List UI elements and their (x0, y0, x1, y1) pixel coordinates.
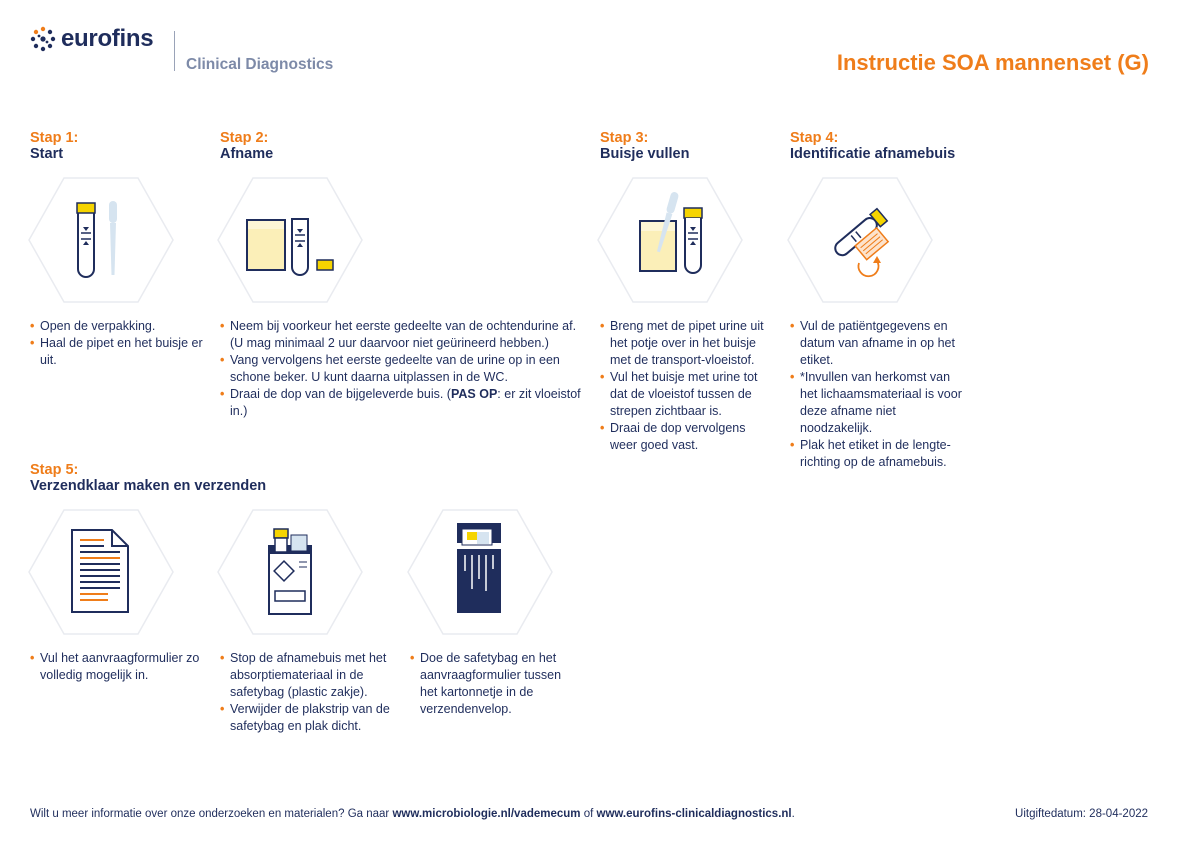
label-tube-icon (787, 177, 933, 303)
step-5c-bullets (410, 650, 580, 718)
brand-name: eurofins (61, 25, 154, 52)
page-title: Instructie SOA mannenset (G) (836, 50, 1149, 75)
envelope-icon (407, 509, 553, 635)
issue-date: Uitgiftedatum: 28-04-2022 (1015, 808, 1148, 820)
step-3-bullets (600, 318, 770, 454)
cup-tube-cap-icon (217, 177, 363, 303)
step-4-title: Stap 4: Identificatie afnamebuis (790, 130, 956, 162)
step-1-bullets (30, 318, 210, 369)
list-item: • Vul de patiëntgegevens en datum van afname in op het etiket. (790, 318, 965, 369)
fill-tube-icon (597, 177, 743, 303)
step-5-title: Stap 5: Verzendklaar maken en verzenden (30, 462, 267, 494)
step-4-bullets (790, 318, 965, 471)
list-item: • Open de verpakking. (30, 318, 210, 335)
list-item: • Haal de pipet en het buisje er uit. (30, 335, 210, 369)
list-item: • Breng met de pipet urine uit het potje over in het buisje met de transport-vloeistof. (600, 318, 770, 369)
list-item: • Vul het buisje met urine tot dat de vloeistof tussen de strepen zichtbaar is. (600, 369, 770, 420)
step-5b-bullets (220, 650, 400, 735)
step-2-bullets (220, 318, 585, 420)
list-item: • Vang vervolgens het eerste gedeelte van de urine op in een schone beker. U kunt daarna uitplassen in de WC. (220, 352, 585, 386)
list-item: • *Invullen van herkomst van het lichaamsmateriaal is voor deze afname niet noodzakelijk. (790, 369, 965, 437)
list-item: • Neem bij voorkeur het eerste gedeelte van de ochtendurine af. (U mag minimaal 2 uur daarvoor niet geürineerd hebben.) (220, 318, 585, 352)
list-item: • Doe de safetybag en het aanvraagformulier tussen het kartonnetje in de verzendenvelop. (410, 650, 580, 718)
safetybag-icon (217, 509, 363, 635)
list-item: • Draai de dop van de bijgeleverde buis. (PAS OP: er zit vloeistof in.) (220, 386, 585, 420)
brand-logo (30, 26, 153, 52)
step-5a-bullets (30, 650, 210, 684)
eurofins-website-link[interactable]: www.eurofins-clinicaldiagnostics.nl (596, 808, 792, 820)
footer-info: Wilt u meer informatie over onze onderzoeken en materialen? Ga naar www.microbiologie.nl/vademecum of www.eurofins-clinicaldiagnostics.nl. (30, 808, 795, 820)
step-1-title: Stap 1: Start (30, 130, 79, 162)
tube-and-pipette-icon (28, 177, 174, 303)
form-document-icon (28, 509, 174, 635)
list-item: • Vul het aanvraagformulier zo volledig mogelijk in. (30, 650, 210, 684)
division-name: Clinical Diagnostics (186, 56, 334, 73)
list-item: • Stop de afnamebuis met het absorptiemateriaal in de safetybag (plastic zakje). (220, 650, 400, 701)
list-item: • Draai de dop vervolgens weer goed vast. (600, 420, 770, 454)
list-item: • Plak het etiket in de lengte-richting op de afnamebuis. (790, 437, 965, 471)
step-2-title: Stap 2: Afname (220, 130, 274, 162)
vademecum-link[interactable]: www.microbiologie.nl/vademecum (392, 808, 581, 820)
step-3-title: Stap 3: Buisje vullen (600, 130, 690, 162)
eurofins-logo-icon (30, 26, 56, 52)
header-divider (174, 31, 175, 71)
list-item: • Verwijder de plakstrip van de safetybag en plak dicht. (220, 701, 400, 735)
